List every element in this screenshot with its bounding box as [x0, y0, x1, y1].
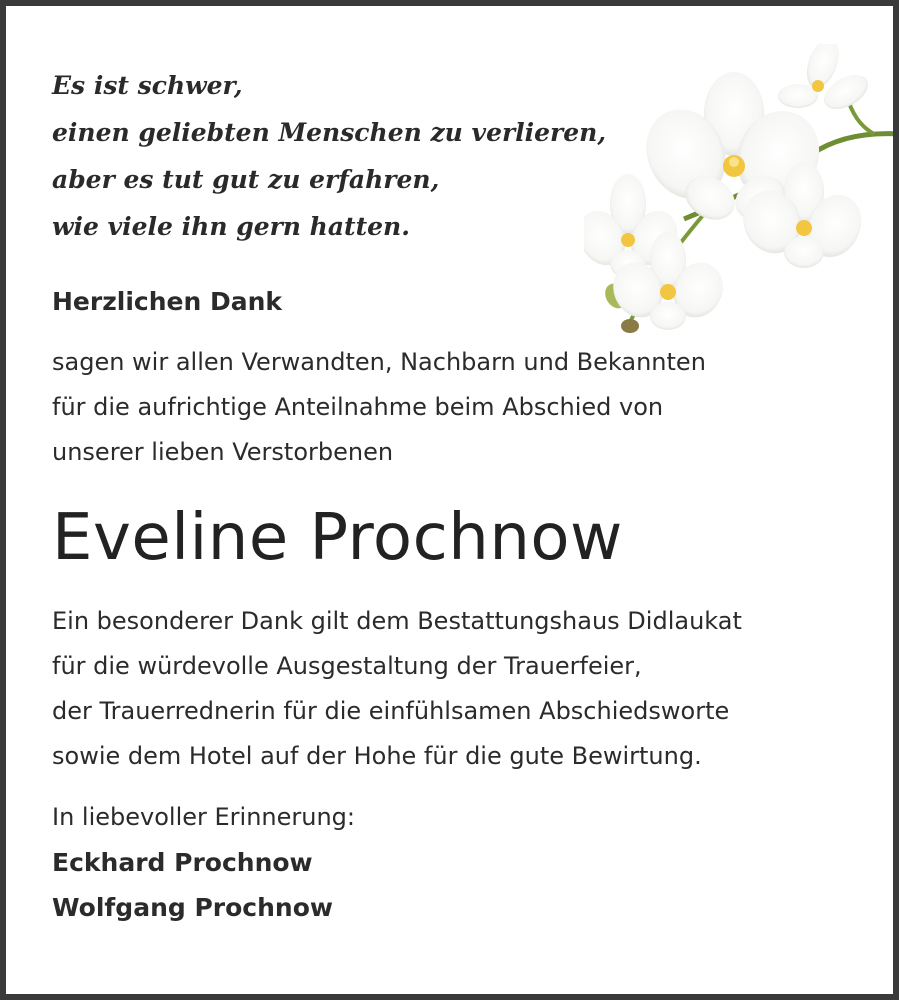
poem-line: wie viele ihn gern hatten.: [52, 212, 410, 241]
intro-paragraph: [52, 340, 872, 475]
special-thanks-line: der Trauerrednerin für die einfühlsamen Abschiedsworte: [52, 697, 730, 725]
special-thanks-line: Ein besonderer Dank gilt dem Bestattungshaus Didlaukat: [52, 607, 742, 635]
signer-name: Eckhard Prochnow: [52, 848, 313, 877]
special-thanks-line: für die würdevolle Ausgestaltung der Trauerfeier,: [52, 652, 642, 680]
poem-line: Es ist schwer,: [52, 71, 243, 100]
closing-block: [52, 795, 872, 930]
thanks-heading: Herzlichen Dank: [52, 287, 283, 316]
obituary-content: [52, 62, 872, 930]
deceased-name: Eveline Prochnow: [52, 501, 623, 575]
poem-line: einen geliebten Menschen zu verlieren,: [52, 118, 607, 147]
closing-phrase: In liebevoller Erinnerung:: [52, 803, 355, 831]
intro-line: sagen wir allen Verwandten, Nachbarn und Bekannten: [52, 348, 706, 376]
poem-line: aber es tut gut zu erfahren,: [52, 165, 440, 194]
signer-name: Wolfgang Prochnow: [52, 893, 333, 922]
special-thanks-line: sowie dem Hotel auf der Hohe für die gute Bewirtung.: [52, 742, 702, 770]
special-thanks-paragraph: [52, 599, 872, 779]
intro-line: für die aufrichtige Anteilnahme beim Abschied von: [52, 393, 664, 421]
intro-line: unserer lieben Verstorbenen: [52, 438, 394, 466]
poem-block: [52, 62, 872, 250]
